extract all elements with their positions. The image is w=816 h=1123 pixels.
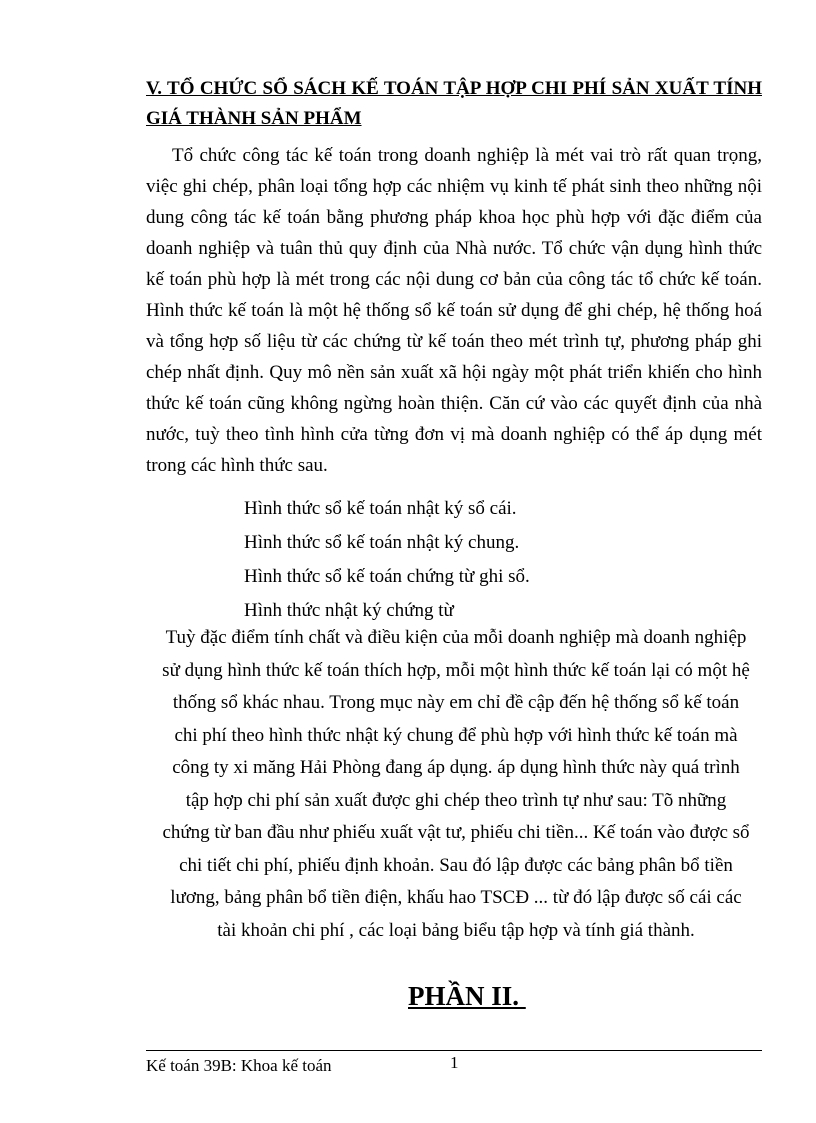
list-item: Hình thức sổ kế toán nhật ký chung. (244, 532, 520, 553)
list-item: Hình thức sổ kế toán nhật ký sổ cái. (244, 498, 517, 519)
method-paragraph: Tuỳ đặc điểm tính chất và điều kiện của mỗi doanh nghiệp mà doanh nghiệp sử dụng hình thức kế toán thích hợp, mỗi một hình thức kế toán lại có một hệ thống sổ khác nhau. Trong mục này em chỉ đề cập đến hệ thống sổ kế toán chi phí theo hình thức nhật ký chung để phù hợp với hình thức kế toán mà công ty xi măng Hải Phòng đang áp dụng. áp dụng hình thức này quá trình tập hợp chi phí sản xuất được ghi chép theo trình tự như sau: Tõ những chứng từ ban đầu như phiếu xuất vật tư, phiếu chi tiền... Kế toán vào được sổ chi tiết chi phí, phiếu định khoản. Sau đó lập được các bảng phân bổ tiền lương, bảng phân bổ tiền điện, khấu hao TSCĐ ... từ đó lập được số cái các tài khoản chi phí , các loại bảng biểu tập hợp và tính giá thành. (162, 627, 750, 941)
page-number: 1 (450, 1053, 459, 1072)
footer-divider (146, 1050, 762, 1051)
section-heading: V. TỔ CHỨC SỔ SÁCH KẾ TOÁN TẬP HỢP CHI PHÍ SẢN XUẤT TÍNH GIÁ THÀNH SẢN PHẨM (146, 78, 762, 129)
accounting-forms-list (244, 492, 530, 628)
intro-paragraph: Tổ chức công tác kế toán trong doanh nghiệp là mét vai trò rất quan trọng, việc ghi chép, phân loại tổng hợp các nhiệm vụ kinh tế phát sinh theo những nội dung công tác kế toán bằng phương pháp khoa học phù hợp với đặc điểm của doanh nghiệp và tuân thủ quy định của Nhà nước. Tổ chức vận dụng hình thức kế toán phù hợp là mét trong các nội dung cơ bản của công tác tổ chức kế toán. Hình thức kế toán là một hệ thống sổ kế toán sử dụng để ghi chép, hệ thống hoá và tổng hợp số liệu từ các chứng từ kế toán theo mét trình tự, phương pháp ghi chép nhất định. Quy mô nền sản xuất xã hội ngày một phát triển khiến cho hình thức kế toán cũng không ngừng hoàn thiện. Căn cứ vào các quyết định của nhà nước, tuỳ theo tình hình cửa từng đơn vị mà doanh nghiệp có thể áp dụng mét trong các hình thức sau. (146, 145, 762, 476)
list-item: Hình thức nhật ký chứng từ (244, 600, 454, 621)
list-item: Hình thức sổ kế toán chứng từ ghi sổ. (244, 566, 530, 587)
footer-text: Kế toán 39B: Khoa kế toán (146, 1056, 332, 1075)
part-title: PHẦN II. (408, 981, 526, 1011)
